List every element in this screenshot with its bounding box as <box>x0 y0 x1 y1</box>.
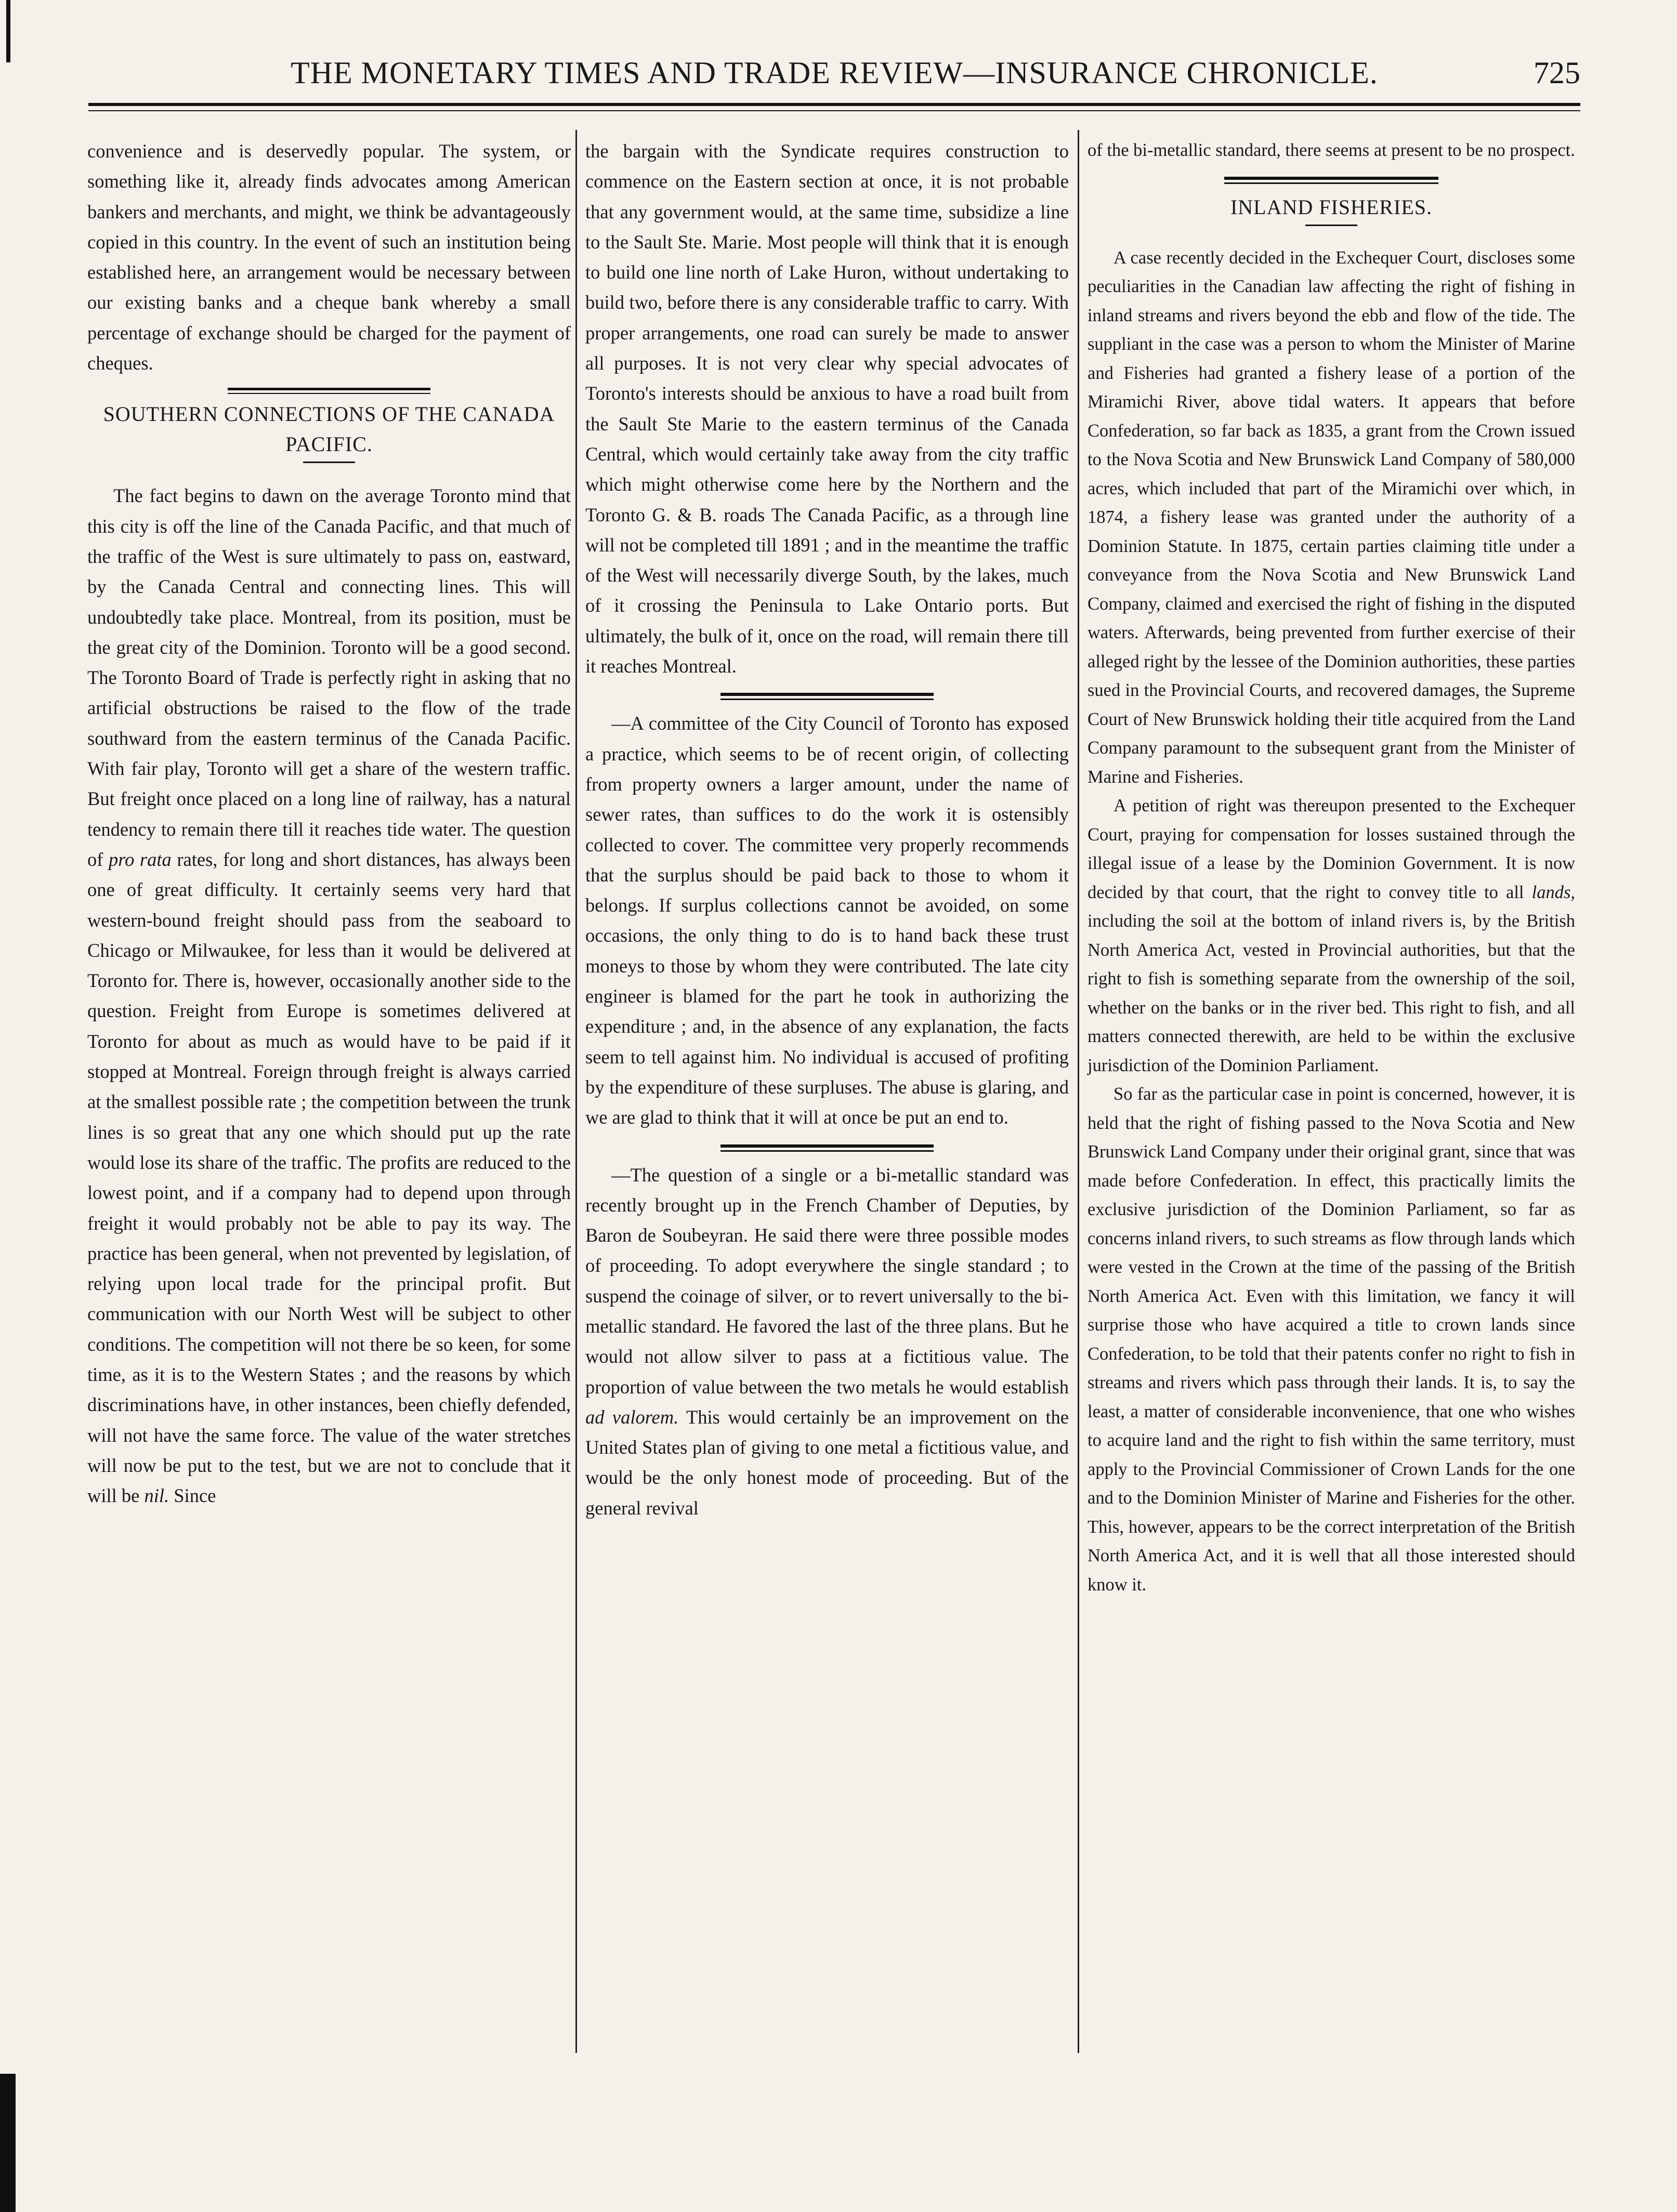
column-1 <box>87 136 571 1511</box>
paragraph: —A committee of the City Council of Toronto has exposed a practice, which seems to be of recent origin, of collecting from property owners a larger amount, under the name of sewer rates, than suffices to do the work it is ostensibly collected to cover. The committee very properly recommends that the surplus should be paid back to those to whom it belongs. If surplus collections cannot be avoided, on some occasions, the only thing to do is to hand back these trust moneys to those by whom they were contributed. The late city engineer is blamed for the part he took in authorizing the expenditure ; and, in the absence of any explanation, the facts seem to tell against him. No individual is accused of profiting by the expenditure of these surpluses. The abuse is glaring, and we are glad to think that it will at once be put an end to. <box>585 713 1069 1128</box>
publication-title: THE MONETARY TIMES AND TRADE REVIEW—INSURANCE CHRONICLE. <box>291 56 1378 90</box>
italic-term: nil. <box>144 1485 169 1507</box>
page-number: 725 <box>1534 56 1580 90</box>
text-span: The fact begins to dawn on the average Toronto mind that this city is off the line of the Canada Pacific, and that much of the traffic of the West is sure ultimately to pass on, eastward, by the Canada Central and connecting lines. This will undoubtedly take place. Montreal, from its position, must be the great city of the Dominion. Toronto will be a good second. The Toronto Board of Trade is perfectly right in asking that no artificial obstructions be raised to the flow of the trade southward from the eastern terminus of the Canada Pacific. With fair play, Toronto will get a share of the western traffic. But freight once placed on a long line of railway, has a natural tendency to remain there till it reaches tide water. The question of <box>87 485 571 870</box>
italic-term: ad valorem. <box>585 1406 679 1428</box>
paragraph: A case recently decided in the Exchequer Court, discloses some peculiarities in the Canadian law affecting the right of fishing in inland streams and rivers beyond the ebb and flow of the tide. The suppliant in the case was a person to whom the Minister of Marine and Fisheries had granted a fishery lease of a portion of the Miramichi River, above tidal waters. It appears that before Confederation, so far back as 1835, a grant from the Crown issued to the Nova Scotia and New Brunswick Land Company of 580,000 acres, which included that part of the Miramichi over which, in 1874, a fishery lease was granted under the authority of a Dominion Statute. In 1875, certain parties claiming title under a conveyance from the Nova Scotia and New Brunswick Land Company, claimed and exercised the right of fishing in the disputed waters. Afterwards, being prevented from further exercise of their alleged right by the lessee of the Dominion authorities, these parties sued in the Provincial Courts, and recovered damages, the Supreme Court of New Brunswick holding their title acquired from the Land Company paramount to the subsequent grant from the Minister of Marine and Fisheries. <box>1088 247 1575 787</box>
binding-mark <box>6 0 10 62</box>
paragraph <box>585 1160 1069 1524</box>
text-span: including the soil at the bottom of inland rivers is, by the British North America Act, vested in Provincial authorities, but that the right to fish is something separate from the ownership of the soil, whether on the banks or in the river bed. This right to fish, and all matters connected therewith, are held to be within the exclusive jurisdiction of the Dominion Parliament. <box>1088 911 1575 1075</box>
header-rule-thin <box>88 110 1580 111</box>
paragraph: convenience and is deservedly popular. The system, or something like it, already finds advocates among American bankers and merchants, and might, we think be advantageously copied in this country. In the event of such an institution being established here, an arrangement would be necessary between our existing banks and a cheque bank whereby a small percentage of exchange should be charged for the payment of cheques. <box>87 140 571 374</box>
paragraph: So far as the particular case in point is concerned, however, it is held that the right of fishing passed to the Nova Scotia and New Brunswick Land Company under their original grant, since that was made before Confederation. In effect, this practically limits the exclusive jurisdiction of the Dominion Parliament, so far as concerns inland rivers, to such streams as flow through lands which were vested in the Crown at the time of the passing of the British North America Act. Even with this limitation, we fancy it will surprise those who have acquired a title to crown lands since Confederation, to be told that their patents confer no right to fish in streams and rivers which pass through their lands. It is, to say the least, a matter of considerable inconvenience, that one who wishes to acquire land and the right to fish within the same territory, must apply to the Provincial Commissioner of Crown Lands for the one and to the Dominion Minister of Marine and Fisheries for the other. This, however, appears to be the correct interpretation of the British North America Act, and it is well that all those interested should know it. <box>1088 1084 1575 1595</box>
section-rule <box>720 693 933 700</box>
heading-rule <box>1305 225 1357 226</box>
text-span: —The question of a single or a bi-metallic standard was recently brought up in the French Chamber of Deputies, by Baron de Soubeyran. He said there were three possible modes of proceeding. To adopt everywhere the single standard ; to suspend the coinage of silver, or to revert universally to the bi-metallic standard. He favored the last of the three plans. But he would not allow silver to pass at a fictitious value. The proportion of value between the two metals he would establish <box>585 1164 1069 1398</box>
column-2 <box>585 136 1069 1523</box>
paragraph <box>87 481 571 1511</box>
article-heading: SOUTHERN CONNECTIONS OF THE CANADA PACIFIC. <box>103 402 555 456</box>
column-3 <box>1088 136 1575 1599</box>
text-span: Since <box>174 1485 216 1507</box>
paragraph: the bargain with the Syndicate requires construction to commence on the Eastern section at once, it is not probable that any government would, at the same time, subsidize a line to the Sault Ste. Marie. Most people will think that it is enough to build one line north of Lake Huron, without undertaking to build two, before there is any considerable traffic to carry. With proper arrangements, one road can surely be made to answer all purposes. It is not very clear why special advocates of Toronto's interests should be anxious to have a road built from the Sault Ste Marie to the eastern terminus of the Canada Central, which would certainly take away from the city traffic which might otherwise come here by the Northern and the Toronto G. & B. roads The Canada Pacific, as a through line will not be completed till 1891 ; and in the meantime the traffic of the West will necessarily diverge South, by the lakes, much of it crossing the Peninsula to Lake Ontario ports. But ultimately, the bulk of it, once on the road, will remain there till it reaches Montreal. <box>585 140 1069 677</box>
binding-mark <box>0 2074 16 2212</box>
paragraph: of the bi-metallic standard, there seems at present to be no prospect. <box>1088 140 1575 160</box>
text-span: This would certainly be an improvement on the United States plan of giving to one metal a fictitious value, and would be the only honest mode of proceeding. But of the general revival <box>585 1406 1069 1519</box>
text-span: A petition of right was thereupon presented to the Exchequer Court, praying for compensation for losses sustained through the illegal issue of a lease by the Dominion Government. It is now decided by that court, that the right to convey title to all <box>1088 796 1575 902</box>
italic-term: pro rata <box>109 848 172 870</box>
column-divider-2 <box>1078 130 1079 2053</box>
header-rule-thick <box>88 103 1580 106</box>
section-rule <box>1224 177 1439 184</box>
text-span: rates, for long and short distances, has always been one of great difficulty. It certainly seems very hard that western-bound freight should pass from the seaboard to Chicago or Milwaukee, for less than it would be delivered at Toronto for. There is, however, occasionally another side to the question. Freight from Europe is sometimes delivered at Toronto for about as much as would have to be paid if it stopped at Montreal. Foreign through freight is always carried at the smallest possible rate ; the competition between the trunk lines is so great that any one which should put up the rate would lose its share of the traffic. The profits are reduced to the lowest point, and if a company had to depend upon through freight it would probably not be able to pay its way. The practice has been general, when not prevented by legislation, of relying upon local trade for the principal profit. But communication with our North West will be subject to other conditions. The competition will not there be so keen, for some time, as it is to the Western States ; and the reasons by which discriminations have, in other instances, been chiefly defended, will not have the same force. The value of the water stretches will now be put to the test, but we are not to conclude that it will be <box>87 848 571 1507</box>
italic-term: lands, <box>1531 882 1575 902</box>
section-rule <box>720 1144 933 1152</box>
paragraph <box>1088 792 1575 1080</box>
article-heading: INLAND FISHERIES. <box>1230 195 1433 219</box>
page-header <box>88 49 1580 96</box>
heading-rule <box>303 462 355 463</box>
section-rule <box>228 388 431 394</box>
column-divider-1 <box>575 130 577 2053</box>
